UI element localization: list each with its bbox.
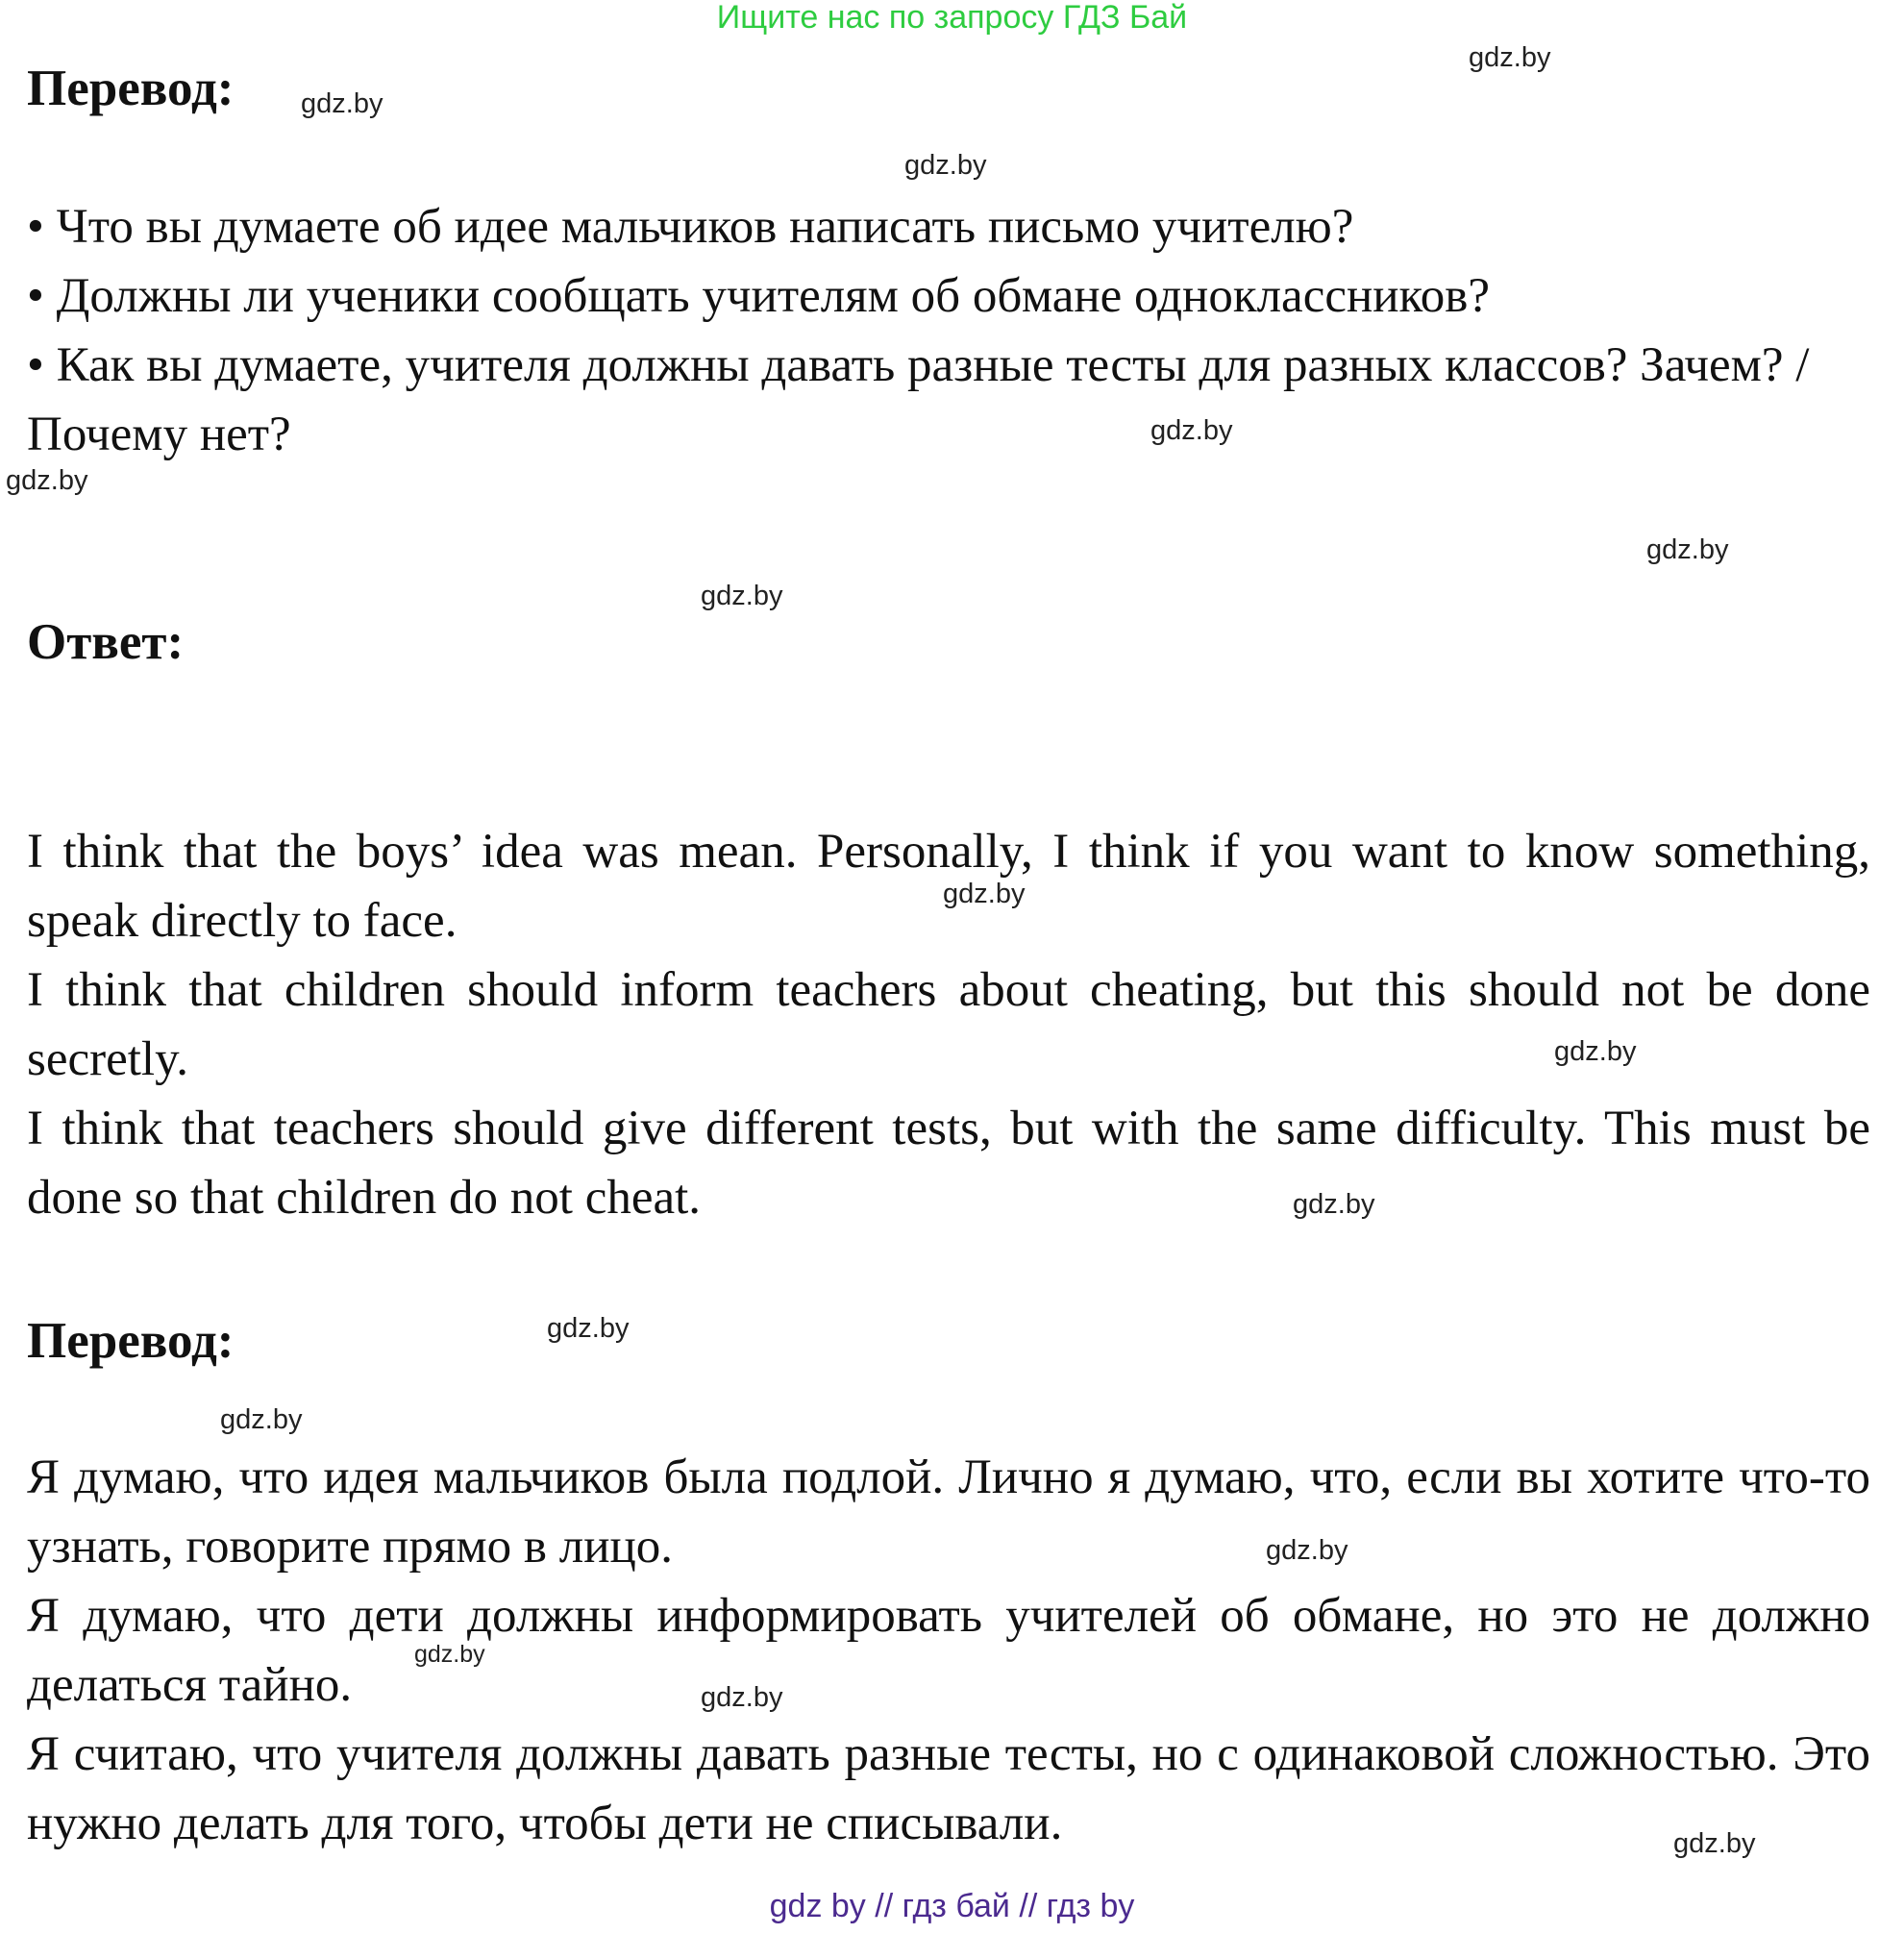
translation-heading: Перевод:	[27, 61, 235, 116]
watermark: gdz.by	[414, 1641, 485, 1668]
question-item: • Должны ли ученики сообщать учителям об обмане одноклассников?	[27, 269, 1490, 323]
watermark: gdz.by	[1293, 1189, 1375, 1220]
question-item: • Что вы думаете об идее мальчиков написать письмо учителю?	[27, 200, 1354, 254]
watermark: gdz.by	[220, 1404, 303, 1435]
watermark: gdz.by	[547, 1313, 630, 1344]
watermark: gdz.by	[6, 465, 88, 496]
watermark: gdz.by	[1469, 42, 1551, 73]
answer-paragraph: I think that the boys’ idea was mean. Personally, I think if you want to know something, speak directly to face.	[27, 825, 1870, 948]
watermark: gdz.by	[904, 150, 987, 181]
watermark: gdz.by	[1266, 1535, 1348, 1566]
translation-text	[27, 1443, 1870, 1858]
top-banner: Ищите нас по запросу ГДЗ Бай	[716, 0, 1188, 36]
translation-paragraph: Я считаю, что учителя должны давать разные тесты, но с одинаковой сложностью. Это нужно делать для того, чтобы дети не списывали.	[27, 1727, 1870, 1850]
watermark: gdz.by	[1150, 415, 1233, 446]
watermark: gdz.by	[701, 1682, 783, 1713]
watermark: gdz.by	[701, 581, 783, 611]
translation-heading: Перевод:	[27, 1313, 235, 1369]
watermark: gdz.by	[301, 88, 383, 119]
watermark: gdz.by	[1554, 1036, 1637, 1067]
translation-paragraph: Я думаю, что идея мальчиков была подлой. Лично я думаю, что, если вы хотите что-то узнать, говорите прямо в лицо.	[27, 1450, 1870, 1574]
footer-links: gdz by // гдз бай // гдз by	[769, 1888, 1135, 1924]
answer-paragraph: I think that children should inform teachers about cheating, but this should not be done secretly.	[27, 963, 1870, 1086]
answer-heading: Ответ:	[27, 614, 185, 670]
questions-list	[27, 192, 1870, 469]
answer-paragraph: I think that teachers should give different tests, but with the same difficulty. This must be done so that children do not cheat.	[27, 1102, 1870, 1225]
watermark: gdz.by	[1673, 1828, 1756, 1859]
watermark: gdz.by	[1646, 534, 1729, 565]
translation-paragraph: Я думаю, что дети должны информировать учителей об обмане, но это не должно делаться тайно.	[27, 1589, 1870, 1712]
question-item: • Как вы думаете, учителя должны давать разные тесты для разных классов? Зачем? / Почему нет?	[27, 338, 1810, 461]
watermark: gdz.by	[943, 879, 1026, 909]
